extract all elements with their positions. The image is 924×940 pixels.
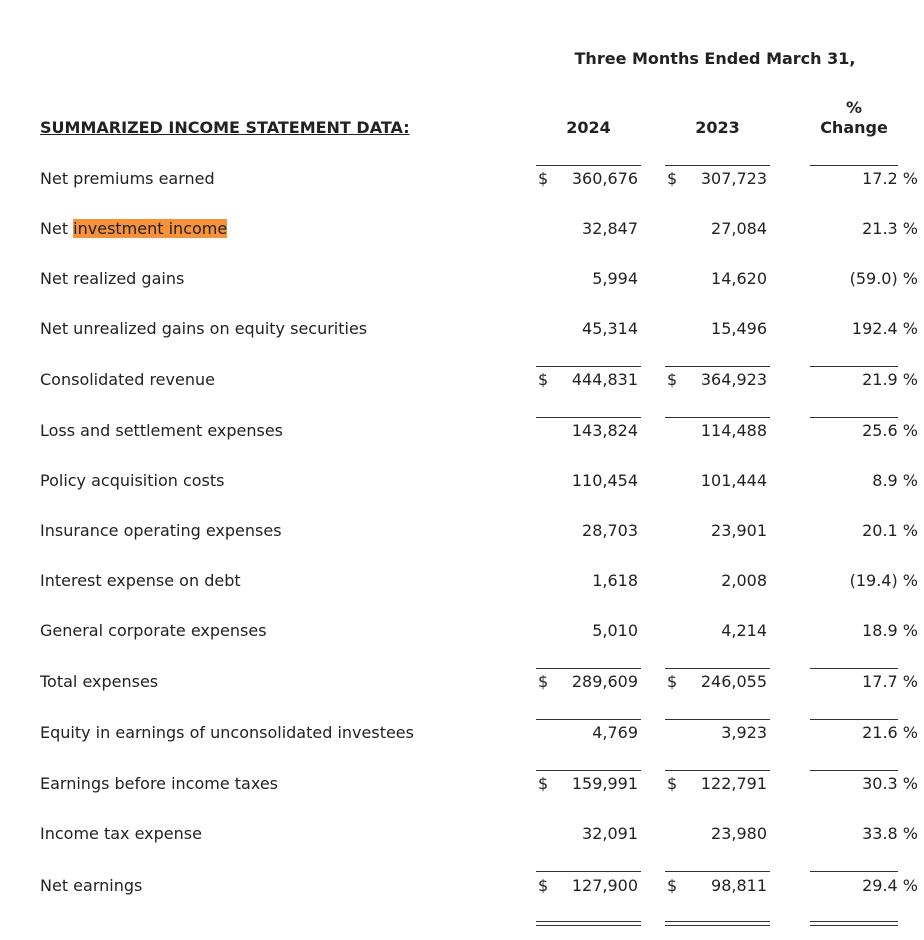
table-row	[0, 169, 924, 193]
value-2024: 5,010	[592, 621, 638, 640]
column-header-2024: 2024	[566, 118, 611, 137]
table-row	[0, 774, 924, 798]
percent-change: (19.4) %	[849, 571, 918, 590]
value-2024: 32,847	[582, 219, 638, 238]
highlighted-text: investment income	[73, 219, 228, 238]
value-2023: 23,901	[711, 521, 767, 540]
row-label: Earnings before income taxes	[40, 774, 279, 793]
row-label: Equity in earnings of unconsolidated investees	[40, 723, 414, 742]
value-2023: 4,214	[721, 621, 767, 640]
value-2023: 364,923	[700, 370, 767, 389]
value-2024: 159,991	[571, 774, 638, 793]
table-row	[0, 876, 924, 900]
rule-net-2024	[536, 871, 641, 872]
row-label-prefix: Net	[40, 219, 74, 238]
percent-change: 29.4 %	[862, 876, 918, 895]
percent-change: 192.4 %	[851, 319, 918, 338]
rule-total-expenses-pct	[810, 668, 898, 669]
percent-change: 8.9 %	[872, 471, 918, 490]
value-2024: 143,824	[571, 421, 638, 440]
dollar-sign-2023: $	[667, 876, 678, 895]
percent-change: 25.6 %	[862, 421, 918, 440]
table-row	[0, 471, 924, 495]
value-2023: 246,055	[700, 672, 767, 691]
row-label: General corporate expenses	[40, 621, 267, 640]
dollar-sign-2024: $	[538, 774, 549, 793]
rule-top-pct	[810, 165, 898, 166]
value-2023: 101,444	[700, 471, 767, 490]
table-row	[0, 824, 924, 848]
rule-ebt-pct	[810, 770, 898, 771]
table-row	[0, 672, 924, 696]
percent-change: 33.8 %	[862, 824, 918, 843]
percent-change: 21.6 %	[862, 723, 918, 742]
table-row	[0, 621, 924, 645]
dollar-sign-2023: $	[667, 169, 678, 188]
value-2023: 23,980	[711, 824, 767, 843]
double-rule-2024	[536, 921, 641, 926]
value-2023: 3,923	[721, 723, 767, 742]
double-rule-2023	[665, 921, 770, 926]
rule-revenue-2023	[665, 366, 770, 367]
rule-expenses-start-2024	[536, 417, 641, 418]
percent-change: 17.2 %	[862, 169, 918, 188]
column-header-2023: 2023	[695, 118, 740, 137]
rule-revenue-pct	[810, 366, 898, 367]
value-2023: 27,084	[711, 219, 767, 238]
row-label: Net earnings	[40, 876, 143, 895]
table-row	[0, 723, 924, 747]
percent-symbol: %	[845, 98, 863, 117]
statement-title: SUMMARIZED INCOME STATEMENT DATA:	[40, 118, 410, 137]
dollar-sign-2024: $	[538, 672, 549, 691]
dollar-sign-2024: $	[538, 169, 549, 188]
rule-net-2023	[665, 871, 770, 872]
value-2024: 4,769	[592, 723, 638, 742]
rule-revenue-2024	[536, 366, 641, 367]
dollar-sign-2023: $	[667, 370, 678, 389]
dollar-sign-2024: $	[538, 876, 549, 895]
rule-net-pct	[810, 871, 898, 872]
row-label: Loss and settlement expenses	[40, 421, 283, 440]
period-header: Three Months Ended March 31,	[574, 49, 856, 68]
value-2024: 1,618	[592, 571, 638, 590]
percent-change: 20.1 %	[862, 521, 918, 540]
percent-change: 30.3 %	[862, 774, 918, 793]
value-2024: 5,994	[592, 269, 638, 288]
rule-top-2023	[665, 165, 770, 166]
row-label: Consolidated revenue	[40, 370, 215, 389]
row-label: Interest expense on debt	[40, 571, 241, 590]
value-2023: 2,008	[721, 571, 767, 590]
rule-ebt-2023	[665, 770, 770, 771]
value-2024: 28,703	[582, 521, 638, 540]
change-label: Change	[820, 118, 888, 137]
rule-equity-pct	[810, 719, 898, 720]
dollar-sign-2023: $	[667, 774, 678, 793]
value-2023: 307,723	[700, 169, 767, 188]
percent-change: (59.0) %	[849, 269, 918, 288]
percent-change: 18.9 %	[862, 621, 918, 640]
rule-total-expenses-2023	[665, 668, 770, 669]
row-label: Net realized gains	[40, 269, 185, 288]
rule-ebt-2024	[536, 770, 641, 771]
rule-total-expenses-2024	[536, 668, 641, 669]
table-row	[0, 521, 924, 545]
table-row	[0, 370, 924, 394]
percent-change: 21.3 %	[862, 219, 918, 238]
rule-equity-2024	[536, 719, 641, 720]
value-2024: 444,831	[571, 370, 638, 389]
row-label: Net unrealized gains on equity securities	[40, 319, 368, 338]
dollar-sign-2023: $	[667, 672, 678, 691]
column-header-percent-change	[810, 98, 898, 138]
table-row	[0, 319, 924, 343]
row-label: Policy acquisition costs	[40, 471, 225, 490]
rule-equity-2023	[665, 719, 770, 720]
dollar-sign-2024: $	[538, 370, 549, 389]
rule-expenses-start-2023	[665, 417, 770, 418]
value-2023: 114,488	[700, 421, 767, 440]
value-2024: 45,314	[582, 319, 638, 338]
value-2024: 110,454	[571, 471, 638, 490]
table-row	[0, 219, 924, 243]
value-2024: 32,091	[582, 824, 638, 843]
value-2023: 15,496	[711, 319, 767, 338]
value-2024: 289,609	[571, 672, 638, 691]
rule-expenses-start-pct	[810, 417, 898, 418]
percent-change: 21.9 %	[862, 370, 918, 389]
table-row	[0, 269, 924, 293]
table-row	[0, 571, 924, 595]
value-2023: 122,791	[700, 774, 767, 793]
percent-change: 17.7 %	[862, 672, 918, 691]
row-label: Insurance operating expenses	[40, 521, 282, 540]
value-2024: 360,676	[571, 169, 638, 188]
double-rule-pct	[810, 921, 898, 926]
rule-top-2024	[536, 165, 641, 166]
row-label: Income tax expense	[40, 824, 202, 843]
table-row	[0, 421, 924, 445]
value-2023: 14,620	[711, 269, 767, 288]
row-label: Total expenses	[40, 672, 159, 691]
row-label: Net premiums earned	[40, 169, 215, 188]
row-label	[40, 219, 227, 238]
value-2023: 98,811	[711, 876, 767, 895]
value-2024: 127,900	[571, 876, 638, 895]
